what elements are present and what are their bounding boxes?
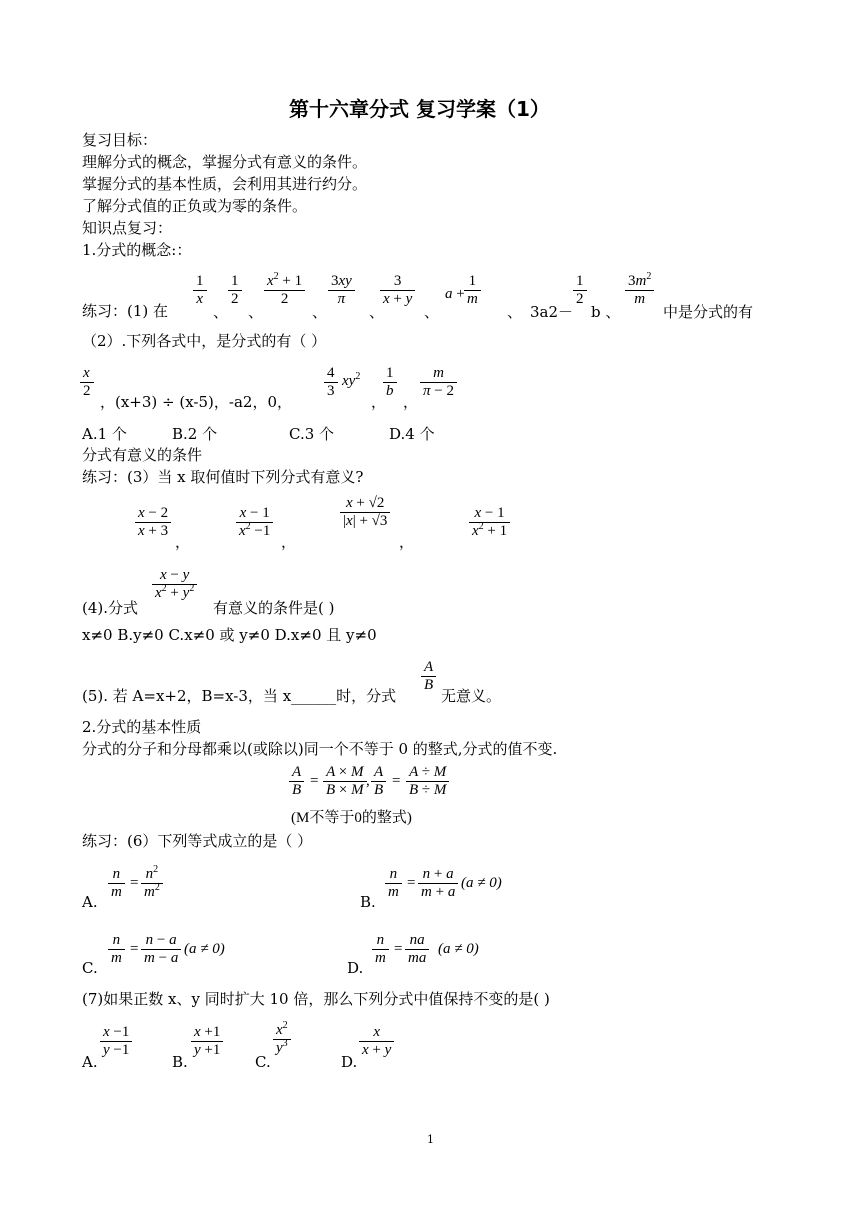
separator: ， <box>403 393 419 411</box>
fraction-A-over-B-rhs: $\frac{A}{B}$ <box>371 764 386 799</box>
fraction-3m2-over-m: $\frac{3m^2}{m}$ <box>625 273 654 308</box>
goals-heading: 复习目标： <box>82 131 158 149</box>
property-text: 分式的分子和分母都乘以(或除以)同一个不等于 0 的整式,分式的值不变. <box>82 740 558 758</box>
term-b: b 、 <box>591 303 621 321</box>
ex6-label-b: B. <box>360 893 376 911</box>
fraction-n-plus-a-over-m-plus-a: $\frac{n + a}{m + a}$ <box>418 866 458 901</box>
fraction-AxM-over-BxM: $\frac{A \times M}{B \times M}$ <box>323 764 367 799</box>
goal-1: 理解分式的概念，掌握分式有意义的条件。 <box>82 153 368 171</box>
separator: 、 <box>312 303 328 321</box>
section-2-heading: 2.分式的基本性质 <box>82 718 202 736</box>
equals: = <box>407 875 416 891</box>
fraction-m-over-pi-minus-2: $\frac{m}{\pi - 2}$ <box>420 365 457 400</box>
separator: 、 <box>248 303 264 321</box>
equals: = <box>130 875 139 891</box>
fraction-x-minus-1-over-x2-plus-1: $\frac{x - 1}{x^2 + 1}$ <box>469 505 510 540</box>
equals: = <box>130 941 139 957</box>
fraction-n2-over-m2: $\frac{n^2}{m^2}$ <box>141 866 163 901</box>
fraction-x-minus-2-over-x-plus-3: $\frac{x - 2}{x + 3}$ <box>135 505 171 540</box>
section-1-heading: 1.分式的概念:： <box>82 241 192 259</box>
separator: 、 <box>213 303 229 321</box>
fraction-A-over-B: $\frac{A}{B}$ <box>421 659 436 694</box>
separator: ， <box>399 533 415 551</box>
fraction-x-minus-1-over-x2-minus-1: $\frac{x - 1}{x^2 -1}$ <box>236 505 273 540</box>
fraction-na-over-ma: $\frac{na}{ma}$ <box>405 932 429 967</box>
goal-2: 掌握分式的基本性质，会利用其进行约分。 <box>82 175 368 193</box>
fraction-1-over-2: $\frac{1}{2}$ <box>228 273 242 308</box>
ex6-question: 练习：(6）下列等式成立的是（ ） <box>82 832 313 850</box>
ex6-label-a: A. <box>82 893 98 911</box>
ex2-choice-b: B.2 个 <box>172 425 218 443</box>
fraction-x-minus-y-over-x2-plus-y2: $\frac{x - y}{x^2 + y^2}$ <box>152 567 197 602</box>
ex5-suffix: 无意义。 <box>441 687 502 705</box>
ex6-label-d: D. <box>347 959 364 977</box>
comma-sep: , <box>366 773 370 789</box>
ex2-question: （2）.下列各式中，是分式的有（ ） <box>82 332 327 350</box>
fraction-A-over-B-lhs: $\frac{A}{B}$ <box>289 764 304 799</box>
fraction-1-over-b: $\frac{1}{b}$ <box>383 365 397 400</box>
fraction-3-over-xplusy: $\frac{3}{x + y}$ <box>380 273 415 308</box>
ex4-suffix: 有意义的条件是( ) <box>213 599 335 617</box>
review-heading: 知识点复习： <box>82 219 173 237</box>
separator: 、 <box>369 303 385 321</box>
ex7-label-c: C. <box>255 1053 271 1071</box>
fraction-n-over-m: $\frac{n}{m}$ <box>108 866 125 901</box>
ex1-suffix: 中是分式的有 <box>663 303 754 321</box>
ex7-label-a: A. <box>82 1053 98 1071</box>
ex4-choices: x≠0 B.y≠0 C.x≠0 或 y≠0 D.x≠0 且 y≠0 <box>82 626 377 644</box>
ex1-prefix: 练习：(1) 在 <box>82 302 169 320</box>
ex2-items: ，(x+3) ÷ (x-5)，-a2，0， <box>100 393 292 411</box>
equals: = <box>392 773 401 789</box>
ex7-label-b: B. <box>172 1053 188 1071</box>
condition-a-nonzero: (a ≠ 0) <box>461 875 502 891</box>
fraction-x-plus-root2-over-absx-plus-root3: $\frac{x + √2}{|x| + √3}$ <box>340 495 390 530</box>
section-condition-heading: 分式有意义的条件 <box>82 446 203 464</box>
page-title: 第十六章分式 复习学案（1） <box>289 97 550 121</box>
fraction-x2-over-y3: $\frac{x^2}{y^3}$ <box>273 1022 291 1057</box>
fraction-n-over-m: $\frac{n}{m}$ <box>108 932 125 967</box>
ex7-label-d: D. <box>341 1053 358 1071</box>
equals: = <box>310 773 319 789</box>
fraction-4-over-3: $\frac{4}{3}$ <box>324 365 338 400</box>
separator: 、 <box>507 303 523 321</box>
fraction-x-plus-1-over-y-plus-1: $\frac{x +1}{y +1}$ <box>191 1024 223 1059</box>
condition-a-nonzero: (a ≠ 0) <box>184 941 225 957</box>
a-plus: a + <box>445 286 465 302</box>
condition-a-nonzero: (a ≠ 0) <box>438 941 479 957</box>
fraction-3xy-over-pi: $\frac{3xy}{\pi}$ <box>328 273 355 308</box>
fraction-x-over-x-plus-y: $\frac{x}{x + y}$ <box>359 1024 394 1059</box>
equals: = <box>394 941 403 957</box>
xy2-term: $xy^2$ <box>342 371 361 389</box>
ex4-prefix: (4).分式 <box>82 599 139 617</box>
separator: ， <box>281 533 297 551</box>
ex6-label-c: C. <box>82 959 98 977</box>
separator: 、 <box>424 303 440 321</box>
ex5-prefix: (5). 若 A=x+2，B=x-3，当 x______时，分式 <box>82 687 397 705</box>
fraction-1-over-x: $\frac{1}{x}$ <box>193 273 207 308</box>
fraction-x-minus-1-over-y-minus-1: $\frac{x -1}{y -1}$ <box>100 1024 132 1059</box>
fraction-x2plus1-over-2: $\frac{x^2 + 1}{2}$ <box>264 273 305 308</box>
ex7-question: (7)如果正数 x、y 同时扩大 10 倍，那么下列分式中值保持不变的是( ) <box>82 990 550 1008</box>
ex2-choice-c: C.3 个 <box>289 425 335 443</box>
separator: ， <box>175 533 191 551</box>
fraction-n-minus-a-over-m-minus-a: $\frac{n - a}{m - a}$ <box>141 932 181 967</box>
ex3-question: 练习：(3）当 x 取何值时下列分式有意义? <box>82 468 364 486</box>
ex2-choice-d: D.4 个 <box>389 425 435 443</box>
ex2-choice-a: A.1 个 <box>82 425 127 443</box>
term-3a2: 3a2－ <box>530 303 574 321</box>
fraction-n-over-m: $\frac{n}{m}$ <box>372 932 389 967</box>
fraction-AdivM-over-BdivM: $\frac{A \div M}{B \div M}$ <box>406 764 449 799</box>
fraction-n-over-m: $\frac{n}{m}$ <box>385 866 402 901</box>
fraction-1-over-2-b: $\frac{1}{2}$ <box>573 273 587 308</box>
fraction-x-over-2: $\frac{x}{2}$ <box>80 365 94 400</box>
separator: ， <box>371 393 387 411</box>
goal-3: 了解分式值的正负或为零的条件。 <box>82 197 308 215</box>
page-number: 1 <box>427 1133 434 1146</box>
fraction-1-over-m: $\frac{1}{m}$ <box>464 273 481 308</box>
property-note: (M不等于0的整式) <box>291 810 412 826</box>
